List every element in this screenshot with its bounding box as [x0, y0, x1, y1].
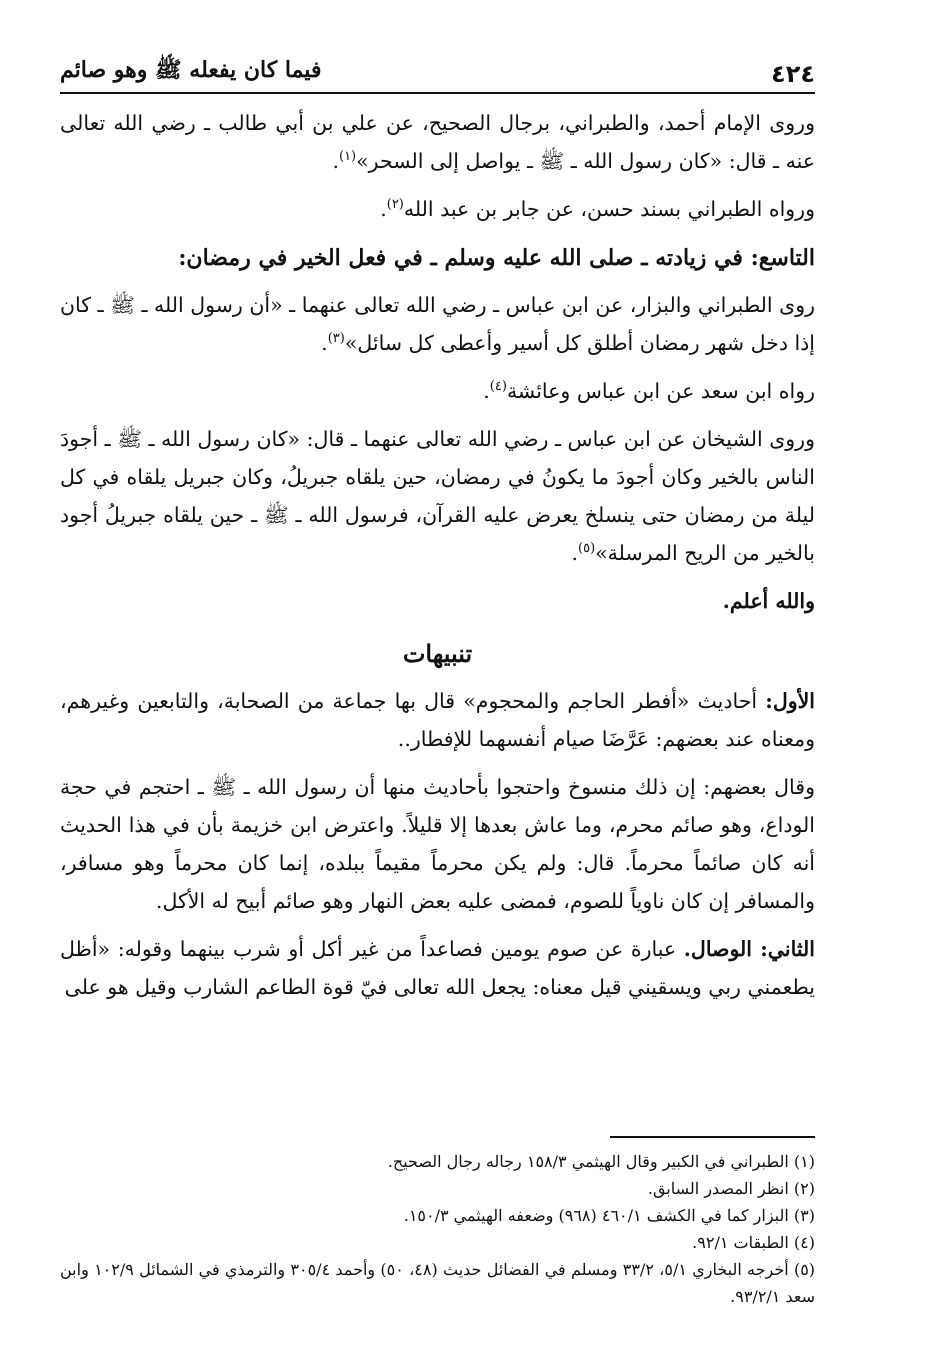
footnote-ref-1[interactable]: (١): [338, 149, 357, 165]
note-first: الأول: أحاديث «أفطر الحاجم والمحجوم» قال بها جماعة من الصحابة، والتابعين وغيرهم، ومعناه عند بعضهم: عَرَّضَا صيام أنفسهما للإفطار..: [60, 689, 815, 751]
footnote-1: (١) الطبراني في الكبير وقال الهيثمي ١٥٨/٣ رجاله رجال الصحيح.: [387, 1152, 815, 1171]
book-page: [60, 48, 815, 1348]
closing-line: والله أعلم.: [722, 589, 815, 613]
note-first-label: الأول:: [765, 689, 815, 713]
footnote-5: (٥) أخرجه البخاري ٥/١، ٣٣/٢ ومسلم في الفضائل حديث (٤٨، ٥٠) وأحمد ٣٠٥/٤ والترمذي في الشمائل ١٠٢/٩ وابن سعد ٩٣/٢/١.: [60, 1260, 816, 1306]
note-second-label: الثاني: الوصال.: [683, 937, 815, 961]
footnote-4: (٤) الطبقات ٩٢/١.: [692, 1233, 815, 1252]
paragraph-ibn-saad: رواه ابن سعد عن ابن عباس وعائشة$^{(٤)}$.: [483, 379, 815, 403]
paragraph-tabarani-jabir: ورواه الطبراني بسند حسن، عن جابر بن عبد الله$^{(٢)}$.: [380, 197, 815, 221]
footnote-separator: [610, 1136, 815, 1138]
paragraph-abrogation: وقال بعضهم: إن ذلك منسوخ واحتجوا بأحاديث منها أن رسول الله ـ ﷺ ـ احتجم في حجة الوداع، وهو صائم محرم، وما عاش بعدها إلا قليلاً. واعترض ابن خزيمة بأن في هذا الحديث أنه كان صائماً محرماً. قال: ولم يكن محرماً مقيماً ببلده، إنما كان محرماً وهو مسافر، والمسافر إن كان ناوياً للصوم، فمضى عليه بعض النهار وهو صائم أبيح له الأكل.: [60, 775, 815, 913]
running-title: فيما كان يفعله ﷺ وهو صائم: [60, 57, 322, 83]
section-title-tanbeehat: تنبيهات: [402, 639, 473, 668]
paragraph-tabarani-bazzar: روى الطبراني والبزار، عن ابن عباس ـ رضي الله تعالى عنهما ـ «أن رسول الله ـ ﷺ ـ كان إذا دخل شهر رمضان أطلق كل أسير وأعطى كل سائل»$^{(٣)}$.: [60, 293, 815, 355]
footnotes: [60, 1148, 815, 1310]
page-number: ٤٢٤: [771, 60, 815, 88]
paragraph-shaykhan: وروى الشيخان عن ابن عباس ـ رضي الله تعالى عنهما ـ قال: «كان رسول الله ـ ﷺ ـ أجودَ الناس بالخير وكان أجودَ ما يكونُ في رمضان، حين يلقاه جبريلُ، وكان جبريل يلقاه في كل ليلة من رمضان حتى ينسلخ يعرض عليه القرآن، فرسول الله ـ ﷺ ـ حين يلقاه جبريلُ أجود بالخير من الريح المرسلة»$^{(٥)}$.: [60, 427, 815, 565]
note-second: الثاني: الوصال. عبارة عن صوم يومين فصاعداً من غير أكل أو شرب بينهما وقوله: «أظل يطعمني ربي ويسقيني قيل معناه: يجعل الله تعالى فيّ قوة الطاعم الشارب وقيل هو على: [60, 937, 815, 999]
footnote-ref-5[interactable]: (٥): [578, 541, 596, 557]
paragraph-ahmad-tabarani: وروى الإمام أحمد، والطبراني، برجال الصحيح، عن علي بن أبي طالب ـ رضي الله تعالى عنه ـ قال: «كان رسول الله ـ ﷺ ـ يواصل إلى السحر»$^{(١)}$.: [60, 111, 815, 173]
footnote-ref-4[interactable]: (٤): [489, 379, 507, 395]
footnote-ref-2[interactable]: (٢): [386, 197, 404, 213]
footnote-2: (٢) انظر المصدر السابق.: [647, 1179, 815, 1198]
main-text: [60, 104, 815, 1006]
heading-ninth: التاسع: في زيادته ـ صلى الله عليه وسلم ـ في فعل الخير في رمضان:: [178, 245, 815, 271]
page-header: [60, 48, 815, 94]
footnote-ref-3[interactable]: (٣): [327, 331, 345, 347]
footnote-3: (٣) البزار كما في الكشف ٤٦٠/١ (٩٦٨) وضعفه الهيثمي ١٥٠/٣.: [403, 1206, 815, 1225]
